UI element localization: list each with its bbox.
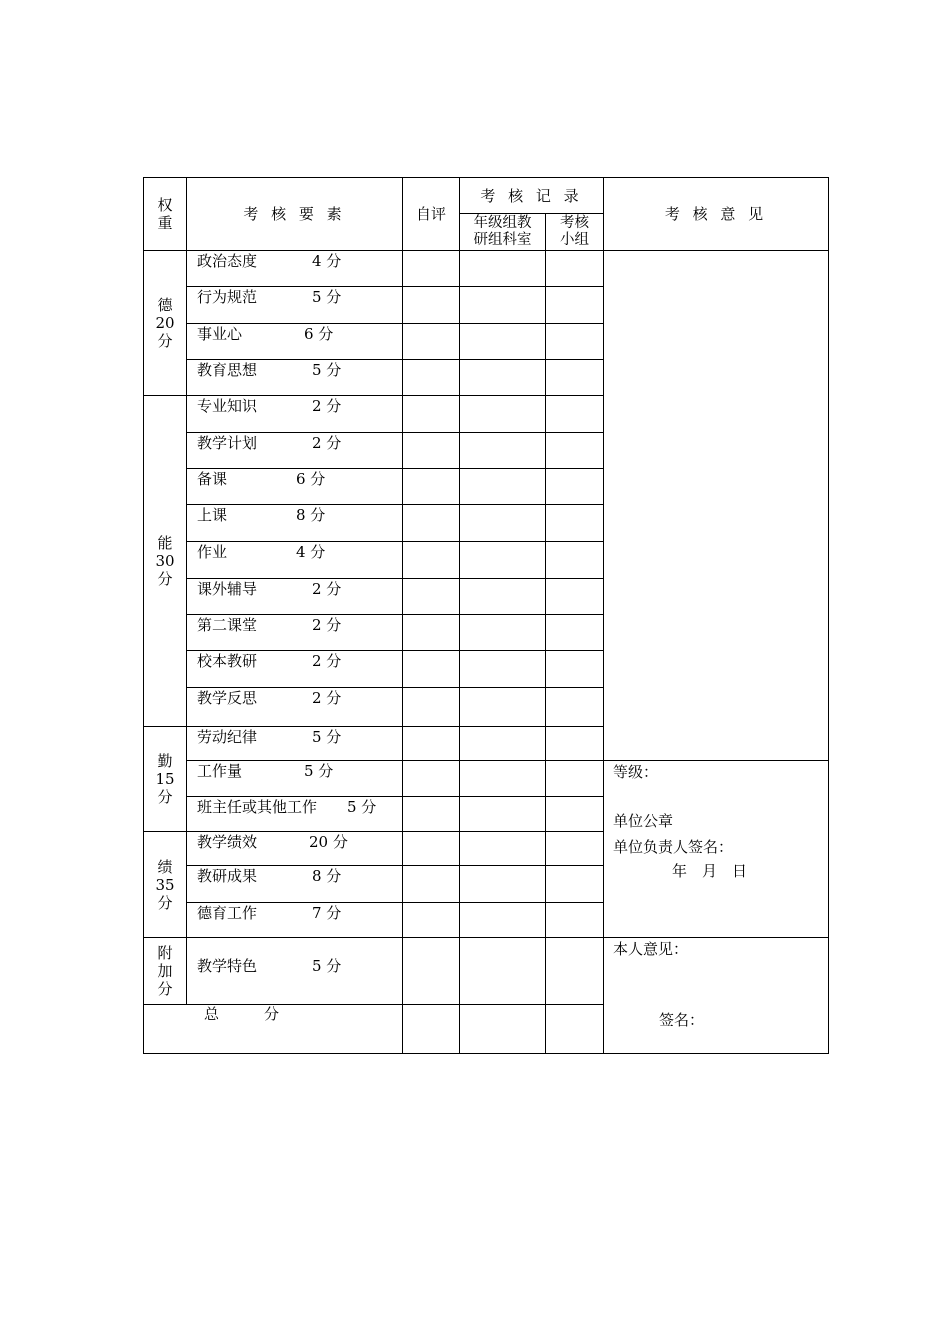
grade-group-cell[interactable] bbox=[460, 324, 546, 360]
grade-label: 等级： bbox=[613, 763, 659, 781]
grade-group-cell[interactable] bbox=[460, 903, 546, 938]
header-opinion: 考 核 意 见 bbox=[604, 178, 829, 251]
group-neng: 能 30 分 bbox=[144, 396, 187, 727]
grade-group-cell[interactable] bbox=[460, 797, 546, 832]
item-cell: 上课 8 分 bbox=[187, 505, 403, 542]
grade-group-cell[interactable] bbox=[460, 396, 546, 433]
group-fu: 附 加 分 bbox=[144, 938, 187, 1005]
grade-panel[interactable] bbox=[604, 761, 829, 938]
total-label: 总 分 bbox=[144, 1005, 403, 1054]
review-team-cell[interactable] bbox=[546, 761, 604, 797]
group-ji: 绩 35 分 bbox=[144, 832, 187, 938]
item-cell: 德育工作 7 分 bbox=[187, 903, 403, 938]
group-qin: 勤 15 分 bbox=[144, 727, 187, 832]
self-opinion-label: 本人意见： bbox=[613, 940, 689, 958]
item-cell: 劳动纪律 5 分 bbox=[187, 727, 403, 761]
grade-group-cell[interactable] bbox=[460, 251, 546, 287]
self-eval-cell[interactable] bbox=[403, 469, 460, 505]
grade-group-cell[interactable] bbox=[460, 651, 546, 688]
review-team-cell[interactable] bbox=[546, 938, 604, 1005]
review-team-cell[interactable] bbox=[546, 287, 604, 324]
self-eval-cell[interactable] bbox=[403, 360, 460, 396]
self-eval-cell[interactable] bbox=[403, 797, 460, 832]
review-team-cell[interactable] bbox=[546, 727, 604, 761]
total-grade-group-cell[interactable] bbox=[460, 1005, 546, 1054]
grade-group-cell[interactable] bbox=[460, 938, 546, 1005]
header-record: 考 核 记 录 bbox=[460, 178, 604, 214]
self-eval-cell[interactable] bbox=[403, 832, 460, 866]
self-eval-cell[interactable] bbox=[403, 396, 460, 433]
review-team-cell[interactable] bbox=[546, 688, 604, 727]
item-cell: 事业心 6 分 bbox=[187, 324, 403, 360]
grade-group-cell[interactable] bbox=[460, 360, 546, 396]
opinion-cell[interactable] bbox=[604, 251, 829, 761]
self-eval-cell[interactable] bbox=[403, 903, 460, 938]
grade-group-cell[interactable] bbox=[460, 579, 546, 615]
header-record-grade-group: 年级组教 研组科室 bbox=[460, 214, 546, 251]
item-cell: 专业知识 2 分 bbox=[187, 396, 403, 433]
evaluation-table bbox=[143, 177, 829, 1054]
review-team-cell[interactable] bbox=[546, 615, 604, 651]
self-eval-cell[interactable] bbox=[403, 505, 460, 542]
self-eval-cell[interactable] bbox=[403, 251, 460, 287]
review-team-cell[interactable] bbox=[546, 469, 604, 505]
self-eval-cell[interactable] bbox=[403, 866, 460, 903]
review-team-cell[interactable] bbox=[546, 832, 604, 866]
item-cell: 教育思想 5 分 bbox=[187, 360, 403, 396]
self-eval-cell[interactable] bbox=[403, 324, 460, 360]
grade-group-cell[interactable] bbox=[460, 505, 546, 542]
grade-group-cell[interactable] bbox=[460, 761, 546, 797]
review-team-cell[interactable] bbox=[546, 797, 604, 832]
item-cell: 教学反思 2 分 bbox=[187, 688, 403, 727]
grade-group-cell[interactable] bbox=[460, 688, 546, 727]
review-team-cell[interactable] bbox=[546, 433, 604, 469]
grade-group-cell[interactable] bbox=[460, 832, 546, 866]
review-team-cell[interactable] bbox=[546, 324, 604, 360]
self-eval-cell[interactable] bbox=[403, 761, 460, 797]
self-eval-cell[interactable] bbox=[403, 615, 460, 651]
item-cell: 备课 6 分 bbox=[187, 469, 403, 505]
self-eval-cell[interactable] bbox=[403, 542, 460, 579]
group-de: 德 20 分 bbox=[144, 251, 187, 396]
grade-group-cell[interactable] bbox=[460, 727, 546, 761]
grade-group-cell[interactable] bbox=[460, 433, 546, 469]
item-cell: 行为规范 5 分 bbox=[187, 287, 403, 324]
grade-group-cell[interactable] bbox=[460, 542, 546, 579]
self-eval-cell[interactable] bbox=[403, 938, 460, 1005]
review-team-cell[interactable] bbox=[546, 505, 604, 542]
review-team-cell[interactable] bbox=[546, 579, 604, 615]
item-cell: 教学特色 5 分 bbox=[187, 938, 403, 1005]
item-cell: 工作量 5 分 bbox=[187, 761, 403, 797]
self-eval-cell[interactable] bbox=[403, 727, 460, 761]
self-opinion-panel[interactable] bbox=[604, 938, 829, 1054]
item-cell: 校本教研 2 分 bbox=[187, 651, 403, 688]
total-self-eval-cell[interactable] bbox=[403, 1005, 460, 1054]
item-cell: 第二课堂 2 分 bbox=[187, 615, 403, 651]
review-team-cell[interactable] bbox=[546, 903, 604, 938]
leader-sign-label: 单位负责人签名： bbox=[613, 838, 734, 856]
review-team-cell[interactable] bbox=[546, 396, 604, 433]
review-team-cell[interactable] bbox=[546, 251, 604, 287]
review-team-cell[interactable] bbox=[546, 866, 604, 903]
item-cell: 教学计划 2 分 bbox=[187, 433, 403, 469]
self-eval-cell[interactable] bbox=[403, 579, 460, 615]
date-label: 年 月 日 bbox=[672, 862, 748, 880]
total-review-team-cell[interactable] bbox=[546, 1005, 604, 1054]
item-cell: 教研成果 8 分 bbox=[187, 866, 403, 903]
self-eval-cell[interactable] bbox=[403, 688, 460, 727]
item-cell: 作业 4 分 bbox=[187, 542, 403, 579]
header-weight: 权 重 bbox=[144, 178, 187, 251]
review-team-cell[interactable] bbox=[546, 360, 604, 396]
item-cell: 班主任或其他工作 5 分 bbox=[187, 797, 403, 832]
item-cell: 政治态度 4 分 bbox=[187, 251, 403, 287]
header-elements: 考 核 要 素 bbox=[187, 178, 403, 251]
item-cell: 教学绩效 20 分 bbox=[187, 832, 403, 866]
item-cell: 课外辅导 2 分 bbox=[187, 579, 403, 615]
grade-group-cell[interactable] bbox=[460, 866, 546, 903]
review-team-cell[interactable] bbox=[546, 651, 604, 688]
grade-group-cell[interactable] bbox=[460, 287, 546, 324]
self-eval-cell[interactable] bbox=[403, 651, 460, 688]
header-record-review-team: 考核 小组 bbox=[546, 214, 604, 251]
seal-label: 单位公章 bbox=[613, 812, 674, 830]
header-self-eval: 自评 bbox=[403, 178, 460, 251]
self-eval-cell[interactable] bbox=[403, 287, 460, 324]
review-team-cell[interactable] bbox=[546, 542, 604, 579]
grade-group-cell[interactable] bbox=[460, 469, 546, 505]
self-sign-label: 签名： bbox=[659, 1011, 705, 1029]
self-eval-cell[interactable] bbox=[403, 433, 460, 469]
grade-group-cell[interactable] bbox=[460, 615, 546, 651]
